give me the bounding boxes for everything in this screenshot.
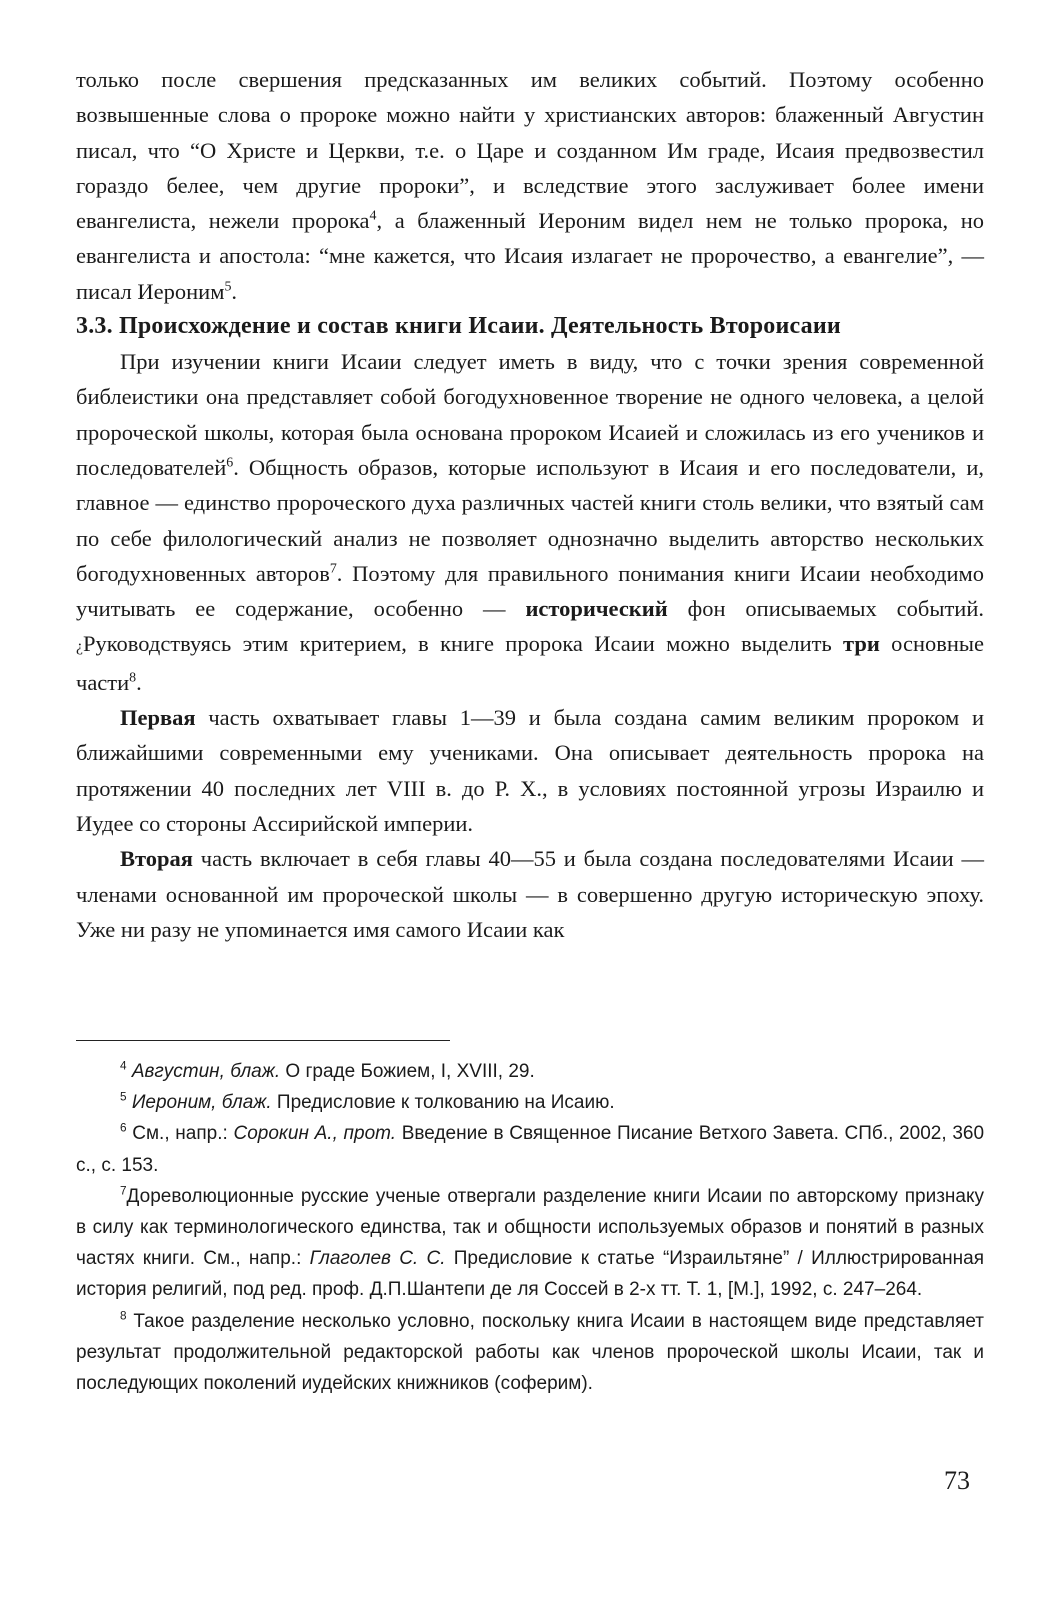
stray-mark: ¿ [76, 638, 83, 656]
footnotes [76, 1056, 984, 1399]
footnote-ref-6[interactable]: 6 [226, 455, 234, 471]
emphasis-second: Вторая [120, 846, 193, 872]
footnote-ref-7[interactable]: 7 [329, 561, 337, 577]
footnote-ref-5[interactable]: 5 [224, 279, 232, 295]
emphasis-historical: исторический [525, 596, 668, 622]
footnote-4: $^4$ Августин, блаж. О граде Божием, I, XVIII, 29. [120, 1059, 535, 1082]
main-text [76, 62, 984, 947]
emphasis-three: три [843, 631, 880, 657]
footnote-7: $^7$Дореволюционные русские ученые отвергали разделение книги Исаии по авторскому признаку в силу как терминологического единства, так и общности используемых образов и понятий в разных частях книги. См., напр.: Глаголев С. С. Предисловие к статье “Израильтяне” / Иллюстрированная история религий, под ред. проф. Д.П.Шантепи де ля Соссей в 2-х тт. Т. 1, [М.], 1992, с. 247–264. [76, 1184, 984, 1301]
section-heading: 3.3. Происхождение и состав книги Исаии. Деятельность Второисаии [76, 313, 841, 340]
footnote-5: $^5$ Иероним, блаж. Предисловие к толкованию на Исаию. [120, 1090, 615, 1114]
page-number: 73 [944, 1466, 970, 1495]
paragraph-second-part: Вторая часть включает в себя главы 40—55 и была создана последователями Исаии — членами основанной им пророческой школы — в совершенно другую историческую эпоху. Уже ни разу не упоминается имя самого Исаии как [76, 846, 984, 942]
footnote-ref-4[interactable]: 4 [369, 208, 377, 224]
footnote-separator [76, 1040, 450, 1041]
emphasis-first: Первая [120, 705, 196, 731]
paragraph-first-part: Первая часть охватывает главы 1—39 и была создана самим великим пророком и ближайшими современными ему учениками. Она описывает деятельность пророка на протяжении 40 последних лет VIII в. до Р. Х., в условиях постоянной угрозы Израилю и Иудее со стороны Ассирийской империи. [76, 705, 984, 836]
footnote-8: $^8$ Такое разделение несколько условно, поскольку книга Исаии в настоящем виде представляет результат продолжительной редакторской работы как членов пророческой школы Исаии, так и последующих поколений иудейских книжников (соферим). [76, 1309, 985, 1395]
paragraph-continuation: только после свершения предсказанных им великих событий. Поэтому особенно возвышенные слова о пророке можно найти у христианских авторов: блаженный Августин писал, что “О Христе и Церкви, т.е. о Царе и созданном Им граде, Исаия предвозвестил гораздо белее, чем другие пророки”, и вследствие этого заслуживает более имени евангелиста, нежели пророка$^4$, а блаженный Иероним видел нем не только пророка, но евангелиста и апостола: “мне кажется, что Исаия излагает не пророчество, а евангелие”, — писал Иероним$^5$. [76, 67, 985, 304]
footnote-ref-8[interactable]: 8 [129, 670, 137, 686]
paragraph-origin: При изучении книги Исаии следует иметь в виду, что с точки зрения современной библеистики она представляет собой богодухновенное творение не одного человека, а целой пророческой школы, которая была основана пророком Исаией и сложилась из его учеников и последователей$^6$. Общность образов, которые используют в Исаия и его последователи, и, главное — единство пророческого духа различных частей книги столь велики, что взятый сам по себе филологический анализ не позволяет однозначно выделить авторство нескольких богодухновенных авторов$^7$. Поэтому для правильного понимания книги Исаии необходимо учитывать ее содержание, особенно — исторический фон описываемых событий. ¿Руководствуясь этим критерием, в книге пророка Исаии можно выделить три основные части$^8$. [76, 349, 985, 695]
footnote-6: $^6$ См., напр.: Сорокин А., прот. Введение в Священное Писание Ветхого Завета. СПб., 2002, 360 с., с. 153. [76, 1122, 985, 1176]
